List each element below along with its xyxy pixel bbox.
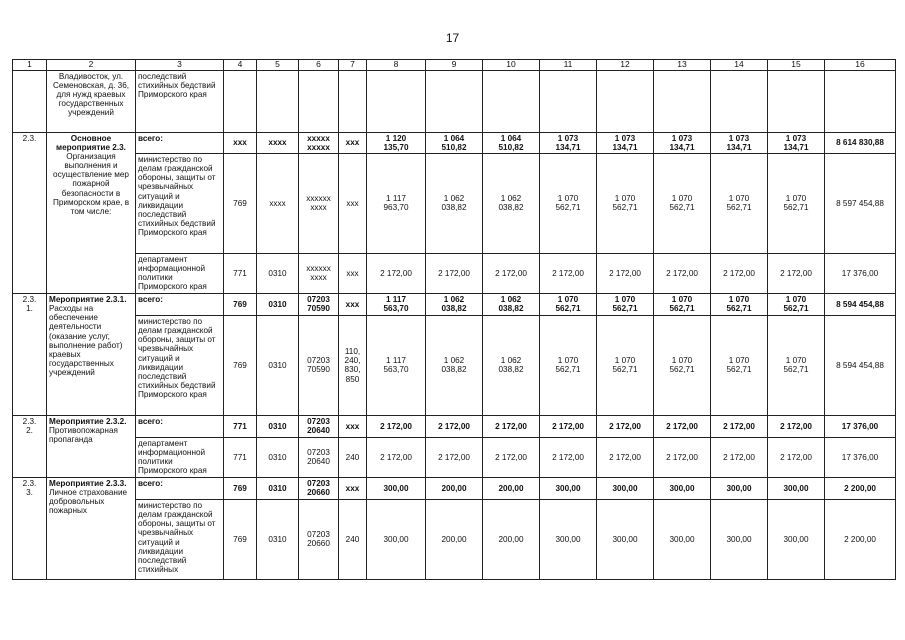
column-number: 13: [654, 60, 711, 71]
value-cell: 2 172,00: [597, 253, 654, 293]
value-cell: 1 070 562,71: [540, 153, 597, 253]
value-cell: 2 172,00: [654, 253, 711, 293]
section-cell: 0310: [257, 499, 299, 579]
executor-cell: департамент информационной политики Приморского края: [136, 437, 224, 477]
item-name-cell: [47, 415, 136, 477]
grbs-cell: 771: [224, 253, 257, 293]
value-cell: [540, 70, 597, 132]
value-cell: 1 117 563,70: [367, 293, 426, 315]
target-article-cell: хххххх хххх: [299, 253, 339, 293]
column-number: 8: [367, 60, 426, 71]
value-cell: 1 070 562,71: [597, 315, 654, 415]
value-cell: 1 070 562,71: [540, 315, 597, 415]
grbs-cell: [224, 70, 257, 132]
column-number: 14: [711, 60, 768, 71]
value-cell: 2 172,00: [483, 415, 540, 437]
value-cell: 2 172,00: [711, 253, 768, 293]
value-cell: 1 062 038,82: [426, 293, 483, 315]
item-number-cell: 2.3.: [13, 132, 47, 293]
executor-cell: всего:: [136, 293, 224, 315]
section-cell: 0310: [257, 437, 299, 477]
column-number: 2: [47, 60, 136, 71]
executor-cell: министерство по делам гражданской обороны, защиты от чрезвычайных ситуаций и ликвидации последствий стихийных: [136, 499, 224, 579]
total-cell: 17 376,00: [825, 415, 896, 437]
section-cell: [257, 70, 299, 132]
table-row: [13, 415, 896, 437]
value-cell: 2 172,00: [367, 415, 426, 437]
total-cell: 17 376,00: [825, 253, 896, 293]
expense-type-cell: ххх: [339, 293, 367, 315]
value-cell: 300,00: [768, 499, 825, 579]
executor-cell: министерство по делам гражданской обороны, защиты от чрезвычайных ситуаций и ликвидации последствий стихийных бедствий Приморского края: [136, 315, 224, 415]
item-name-cell: [47, 293, 136, 415]
target-article-cell: 07203 20660: [299, 477, 339, 499]
executor-cell: министерство по делам гражданской обороны, защиты от чрезвычайных ситуаций и ликвидации последствий стихийных бедствий Приморского края: [136, 153, 224, 253]
expense-type-cell: ххх: [339, 153, 367, 253]
section-cell: 0310: [257, 477, 299, 499]
value-cell: 1 062 038,82: [426, 315, 483, 415]
value-cell: 300,00: [597, 499, 654, 579]
column-number-row: [13, 60, 896, 71]
value-cell: 2 172,00: [654, 415, 711, 437]
column-number: 7: [339, 60, 367, 71]
value-cell: 1 117 963,70: [367, 153, 426, 253]
value-cell: 2 172,00: [483, 437, 540, 477]
value-cell: 1 070 562,71: [768, 293, 825, 315]
section-cell: 0310: [257, 315, 299, 415]
value-cell: 1 073 134,71: [654, 132, 711, 153]
value-cell: 1 073 134,71: [768, 132, 825, 153]
executor-cell: последствий стихийных бедствий Приморского края: [136, 70, 224, 132]
value-cell: [654, 70, 711, 132]
value-cell: 300,00: [540, 477, 597, 499]
value-cell: 1 064 510,82: [426, 132, 483, 153]
section-cell: 0310: [257, 415, 299, 437]
expense-type-cell: 240: [339, 499, 367, 579]
value-cell: 2 172,00: [711, 415, 768, 437]
value-cell: 1 070 562,71: [768, 315, 825, 415]
item-name-cell: [47, 132, 136, 293]
target-article-cell: [299, 70, 339, 132]
value-cell: 300,00: [540, 499, 597, 579]
table-row: [13, 293, 896, 315]
grbs-cell: 771: [224, 415, 257, 437]
target-article-cell: 07203 20660: [299, 499, 339, 579]
value-cell: 2 172,00: [540, 253, 597, 293]
value-cell: 1 070 562,71: [654, 293, 711, 315]
section-cell: 0310: [257, 293, 299, 315]
value-cell: 2 172,00: [768, 415, 825, 437]
value-cell: 1 062 038,82: [483, 293, 540, 315]
item-title: Мероприятие 2.3.3.: [49, 478, 127, 488]
target-article-cell: ххххх ххххх: [299, 132, 339, 153]
value-cell: 200,00: [426, 477, 483, 499]
value-cell: 2 172,00: [768, 437, 825, 477]
target-article-cell: 07203 70590: [299, 315, 339, 415]
value-cell: 2 172,00: [768, 253, 825, 293]
item-title: Мероприятие 2.3.2.: [49, 416, 127, 426]
column-number: 15: [768, 60, 825, 71]
target-article-cell: 07203 20640: [299, 415, 339, 437]
value-cell: 2 172,00: [483, 253, 540, 293]
item-name-cell: [47, 477, 136, 579]
value-cell: 1 070 562,71: [711, 315, 768, 415]
grbs-cell: 769: [224, 293, 257, 315]
grbs-cell: ххх: [224, 132, 257, 153]
table-row: [13, 153, 896, 253]
section-cell: хххх: [257, 153, 299, 253]
value-cell: 1 073 134,71: [597, 132, 654, 153]
executor-cell: всего:: [136, 477, 224, 499]
executor-cell: департамент информационной политики Приморского края: [136, 253, 224, 293]
value-cell: 1 070 562,71: [654, 315, 711, 415]
total-cell: 17 376,00: [825, 437, 896, 477]
page-number: 17: [445, 31, 460, 45]
expense-type-cell: 110, 240, 830, 850: [339, 315, 367, 415]
table-row: [13, 253, 896, 293]
total-cell: 8 594 454,88: [825, 315, 896, 415]
column-number: 9: [426, 60, 483, 71]
grbs-cell: 771: [224, 437, 257, 477]
budget-table: [12, 59, 896, 580]
value-cell: 1 073 134,71: [711, 132, 768, 153]
value-cell: 2 172,00: [367, 437, 426, 477]
expense-type-cell: [339, 70, 367, 132]
column-number: 1: [13, 60, 47, 71]
grbs-cell: 769: [224, 153, 257, 253]
expense-type-cell: 240: [339, 437, 367, 477]
value-cell: 300,00: [654, 499, 711, 579]
item-number-cell: 2.3. 1.: [13, 293, 47, 415]
table-row: [13, 315, 896, 415]
value-cell: [367, 70, 426, 132]
value-cell: 300,00: [711, 477, 768, 499]
value-cell: 2 172,00: [711, 437, 768, 477]
column-number: 6: [299, 60, 339, 71]
grbs-cell: 769: [224, 499, 257, 579]
value-cell: 2 172,00: [540, 437, 597, 477]
expense-type-cell: ххх: [339, 253, 367, 293]
table-row: [13, 70, 896, 132]
value-cell: 2 172,00: [597, 415, 654, 437]
grbs-cell: 769: [224, 315, 257, 415]
value-cell: 300,00: [768, 477, 825, 499]
value-cell: 300,00: [654, 477, 711, 499]
value-cell: [483, 70, 540, 132]
value-cell: 2 172,00: [367, 253, 426, 293]
target-article-cell: 07203 70590: [299, 293, 339, 315]
column-number: 4: [224, 60, 257, 71]
value-cell: 2 172,00: [426, 415, 483, 437]
value-cell: 1 070 562,71: [654, 153, 711, 253]
column-number: 11: [540, 60, 597, 71]
target-article-cell: хххххх хххх: [299, 153, 339, 253]
value-cell: 1 070 562,71: [540, 293, 597, 315]
column-number: 16: [825, 60, 896, 71]
table-row: [13, 477, 896, 499]
value-cell: 2 172,00: [597, 437, 654, 477]
value-cell: 1 070 562,71: [768, 153, 825, 253]
item-description: Противопожарная пропаганда: [49, 426, 118, 445]
value-cell: [597, 70, 654, 132]
section-cell: 0310: [257, 253, 299, 293]
value-cell: 2 172,00: [540, 415, 597, 437]
value-cell: 1 062 038,82: [426, 153, 483, 253]
value-cell: [768, 70, 825, 132]
value-cell: 1 062 038,82: [483, 153, 540, 253]
value-cell: 1 070 562,71: [711, 153, 768, 253]
expense-type-cell: ххх: [339, 132, 367, 153]
value-cell: 1 070 562,71: [711, 293, 768, 315]
value-cell: 2 172,00: [654, 437, 711, 477]
target-article-cell: 07203 20640: [299, 437, 339, 477]
value-cell: 200,00: [483, 477, 540, 499]
value-cell: 2 172,00: [426, 437, 483, 477]
expense-type-cell: ххх: [339, 477, 367, 499]
column-number: 10: [483, 60, 540, 71]
value-cell: 1 120 135,70: [367, 132, 426, 153]
value-cell: 1 073 134,71: [540, 132, 597, 153]
value-cell: 300,00: [367, 499, 426, 579]
column-number: 3: [136, 60, 224, 71]
value-cell: 1 070 562,71: [597, 153, 654, 253]
column-number: 12: [597, 60, 654, 71]
value-cell: 200,00: [483, 499, 540, 579]
value-cell: 1 117 563,70: [367, 315, 426, 415]
value-cell: 2 172,00: [426, 253, 483, 293]
table-row: [13, 437, 896, 477]
total-cell: 8 594 454,88: [825, 293, 896, 315]
total-cell: 2 200,00: [825, 499, 896, 579]
executor-cell: всего:: [136, 415, 224, 437]
value-cell: 1 062 038,82: [483, 315, 540, 415]
item-name-cell: Владивосток, ул. Семеновская, д. 36, для нужд краевых государственных учреждений: [47, 70, 136, 132]
expense-type-cell: ххх: [339, 415, 367, 437]
column-number: 5: [257, 60, 299, 71]
item-title: Мероприятие 2.3.1.: [49, 294, 127, 304]
total-cell: 8 614 830,88: [825, 132, 896, 153]
value-cell: 200,00: [426, 499, 483, 579]
item-number-cell: [13, 70, 47, 132]
value-cell: [711, 70, 768, 132]
table-row: [13, 132, 896, 153]
total-cell: 8 597 454,88: [825, 153, 896, 253]
table-row: [13, 499, 896, 579]
value-cell: [426, 70, 483, 132]
item-description: Организация выполнения и осуществление мер пожарной безопасности в Приморском крае, в том числе:: [52, 151, 130, 217]
value-cell: 300,00: [711, 499, 768, 579]
grbs-cell: 769: [224, 477, 257, 499]
item-number-cell: 2.3. 2.: [13, 415, 47, 477]
item-title: Основное мероприятие 2.3.: [56, 133, 126, 152]
value-cell: 300,00: [597, 477, 654, 499]
item-description: Расходы на обеспечение деятельности (оказание услуг, выполнение работ) краевых государственных учреждений: [49, 304, 123, 378]
value-cell: 300,00: [367, 477, 426, 499]
executor-cell: всего:: [136, 132, 224, 153]
section-cell: хххх: [257, 132, 299, 153]
item-number-cell: 2.3. 3.: [13, 477, 47, 579]
total-cell: 2 200,00: [825, 477, 896, 499]
value-cell: 1 064 510,82: [483, 132, 540, 153]
total-cell: [825, 70, 896, 132]
item-description: Личное страхование добровольных пожарных: [49, 488, 128, 516]
value-cell: 1 070 562,71: [597, 293, 654, 315]
